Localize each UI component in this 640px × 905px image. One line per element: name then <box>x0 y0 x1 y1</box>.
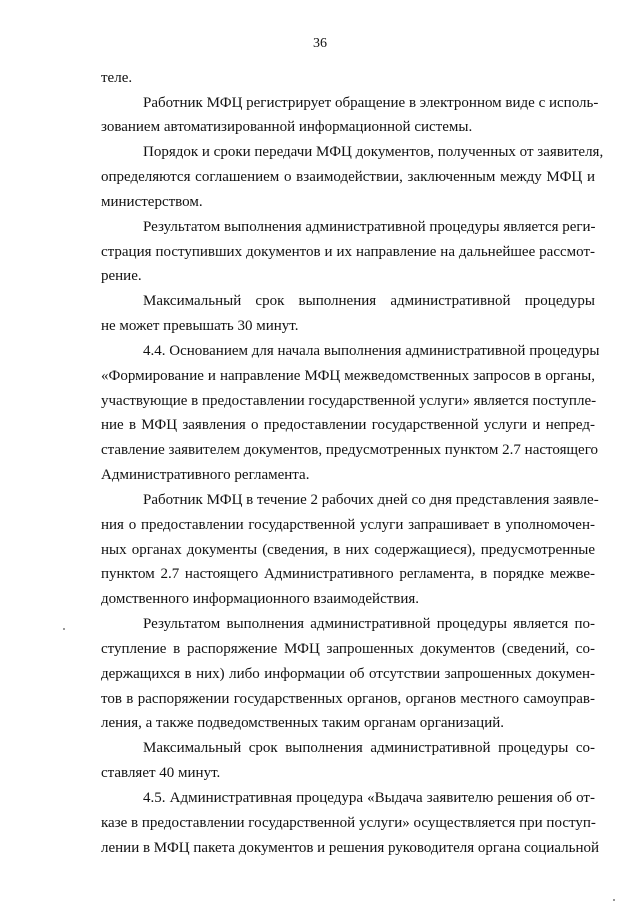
text-line: рение. <box>101 268 142 284</box>
text-line: ных органах документы (сведения, в них содержащиеся), предусмотренные <box>101 542 595 558</box>
text-line: пунктом 2.7 настоящего Административного регламента, в порядке межве- <box>101 566 595 582</box>
text-line: держащихся в них) либо информации об отсутствии запрошенных докумен- <box>101 666 595 682</box>
text-line: Работник МФЦ в течение 2 рабочих дней со дня представления заявле- <box>143 492 599 508</box>
scan-speck <box>63 628 65 630</box>
text-line: зованием автоматизированной информационной системы. <box>101 119 473 135</box>
text-line: ставляет 40 минут. <box>101 765 221 781</box>
text-line: Максимальный срок выполнения административной процедуры со- <box>143 740 595 756</box>
text-line: Результатом выполнения административной процедуры является реги- <box>143 219 596 235</box>
text-line: 4.4. Основанием для начала выполнения административной процедуры <box>143 343 600 359</box>
text-line: тов в распоряжении государственных органов, органов местного самоуправ- <box>101 691 595 707</box>
text-line: домственного информационного взаимодействия. <box>101 591 420 607</box>
text-line: Административного регламента. <box>101 467 310 483</box>
text-line: ния о предоставлении государственной услуги запрашивает в уполномочен- <box>101 517 595 533</box>
text-line: «Формирование и направление МФЦ межведомственных запросов в органы, <box>101 368 595 384</box>
text-line: Порядок и сроки передачи МФЦ документов, полученных от заявителя, <box>143 144 604 160</box>
text-line: лении в МФЦ пакета документов и решения руководителя органа социальной <box>101 840 600 856</box>
text-line: не может превышать 30 минут. <box>101 318 299 334</box>
text-line: ставление заявителем документов, предусмотренных пунктом 2.7 настоящего <box>101 442 598 458</box>
text-line: Работник МФЦ регистрирует обращение в электронном виде с исполь- <box>143 95 599 111</box>
scan-speck <box>613 899 615 901</box>
text-line: Результатом выполнения административной процедуры является по- <box>143 616 595 632</box>
text-line: страция поступивших документов и их направление на дальнейшее рассмот- <box>101 244 595 260</box>
text-line: 4.5. Административная процедура «Выдача заявителю решения об от- <box>143 790 595 806</box>
text-line: участвующие в предоставлении государственной услуги» является поступле- <box>101 393 597 409</box>
text-line: министерством. <box>101 194 203 210</box>
text-line: Максимальный срок выполнения административной процедуры <box>143 293 595 309</box>
text-line: ления, а также подведомственных таким органам организаций. <box>101 715 505 731</box>
text-line: ступление в распоряжение МФЦ запрошенных документов (сведений, со- <box>101 641 595 657</box>
page-number: 36 <box>313 36 327 51</box>
text-line: теле. <box>101 70 133 86</box>
text-line: ние в МФЦ заявления о предоставлении государственной услуги и непред- <box>101 417 595 433</box>
text-line: определяются соглашением о взаимодействии, заключенным между МФЦ и <box>101 169 595 185</box>
text-line: казе в предоставлении государственной услуги» осуществляется при поступ- <box>101 815 596 831</box>
